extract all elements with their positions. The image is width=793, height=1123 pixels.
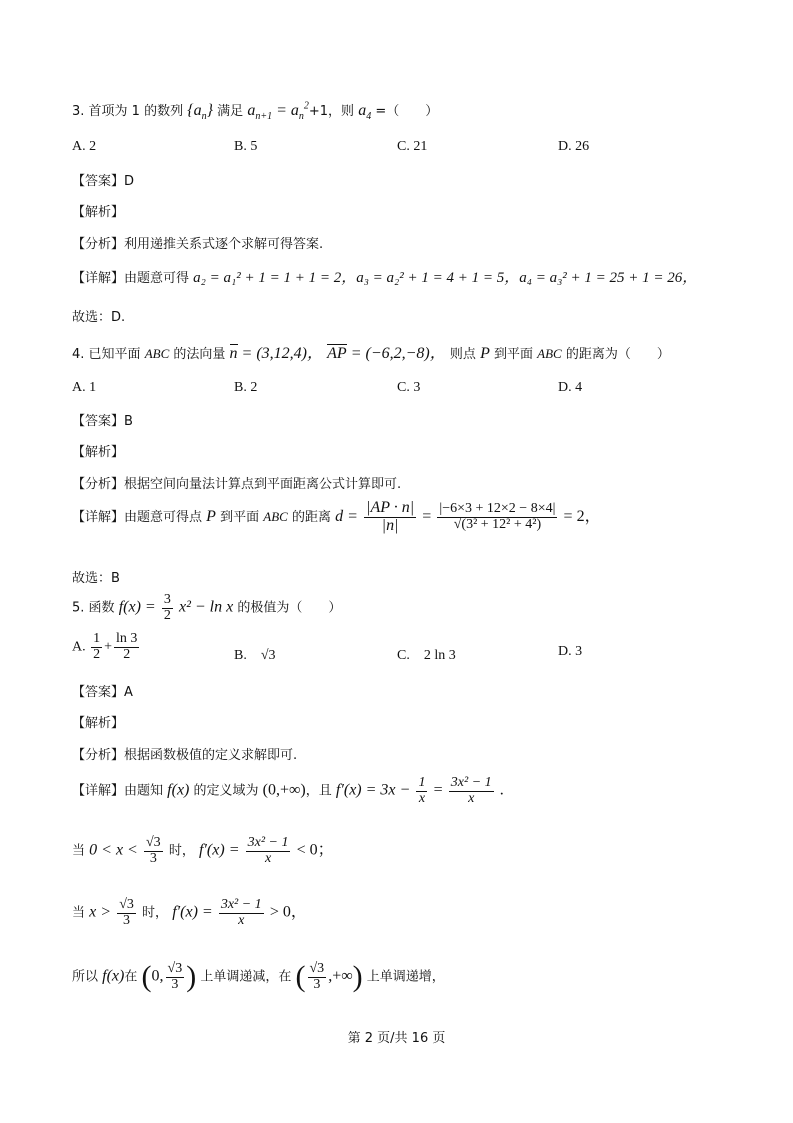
- q4-plane-2: ABC: [537, 346, 562, 361]
- q4-stem-a: 4. 已知平面: [72, 347, 141, 362]
- mono-fx: f(x): [102, 967, 125, 985]
- fenxi-text: 根据空间向量法计算点到平面距离公式计算即可.: [124, 477, 402, 492]
- q5-case-1: [72, 836, 334, 866]
- xiangjie-tag: 【详解】: [72, 509, 125, 525]
- answer-value: B: [124, 414, 133, 429]
- distance-d: d =: [335, 507, 358, 525]
- interval-2-fraction: $\frac{√3}{3}$: [309, 961, 325, 992]
- distance-fraction-1: $\frac{|AP \cdot n|}{|n|}$: [366, 499, 415, 534]
- q4-option-d: D. 4: [558, 380, 583, 395]
- q4-answer: [72, 410, 133, 429]
- case1-fraction: $\frac{√3}{3}$: [146, 835, 161, 866]
- q3-xiangjie-math: a₂ = a₁² + 1 = 1 + 1 = 2，a₃ = a₂² + 1 = 4 + 1 = 5，a₄ = a₃² + 1 = 25 + 1 = 26，: [193, 270, 698, 286]
- q3-a4: $a_4$: [358, 102, 372, 123]
- interval-1-fraction: $\frac{√3}{3}$: [167, 961, 183, 992]
- fenxi-tag: 【分析】: [72, 237, 125, 252]
- q5-answer: [72, 681, 133, 700]
- case1-fprime: f′(x) =: [198, 841, 240, 859]
- mono-decreasing: 上单调递减，在: [200, 969, 292, 985]
- q5-fenxi: [72, 744, 297, 763]
- fenxi-text: 利用递推关系式逐个求解可得答案.: [124, 237, 324, 252]
- q5-fx-tail: x² − ln x: [178, 598, 234, 616]
- xiangjie-lead: 由题意可得点: [124, 509, 203, 525]
- q5-option-d: D. 3: [558, 644, 583, 659]
- q5-xiangjie: [72, 776, 504, 806]
- interval-1-start: 0,: [151, 967, 164, 985]
- case2-ineq: x >: [89, 903, 112, 921]
- q5-fx: f(x) =: [118, 598, 156, 616]
- q5-analysis-tag: 【解析】: [72, 716, 125, 731]
- q5-fx: f(x): [167, 781, 190, 799]
- q5-stem: [72, 593, 341, 623]
- case2-tail: > 0，: [269, 903, 307, 921]
- case2-shi: 时，: [142, 905, 169, 921]
- q4-conclusion: 故选：B: [72, 571, 120, 586]
- mono-lead: 所以: [72, 969, 99, 985]
- mono-zai: 在: [124, 969, 138, 985]
- q3-answer: [72, 170, 134, 189]
- q4-option-b: B. 2: [234, 380, 258, 395]
- q3-conclusion: 故选：D.: [72, 310, 126, 325]
- q4-option-a: A. 1: [72, 380, 97, 395]
- q5-deriv-fraction-1: $\frac{1}{x}$: [418, 775, 426, 806]
- case2-lead: 当: [72, 905, 86, 921]
- fenxi-tag: 【分析】: [72, 477, 125, 492]
- xiangjie-mid: 到平面: [220, 509, 260, 525]
- case1-shi: 时，: [168, 843, 195, 859]
- answer-value: D: [124, 174, 135, 189]
- q4-analysis-tag: 【解析】: [72, 445, 125, 460]
- xiangjie-lead: 由题意可得: [124, 271, 190, 286]
- distance-fraction-2: $\frac{|-6\times 3 + 12\times 2 - 8\times 4|}{\text{√(3² + 12² + 4²)}}$: [439, 501, 556, 532]
- answer-tag: 【答案】: [72, 414, 125, 429]
- q3-stem-b: 满足: [217, 104, 244, 119]
- q4-plane: ABC: [263, 508, 288, 524]
- q5-stem-b: 的极值为（ ）: [237, 600, 342, 616]
- case1-ineq: 0 < x <: [89, 841, 138, 859]
- q3-option-c: C. 21: [397, 139, 428, 154]
- xiangjie-mid: 的定义域为: [193, 783, 259, 799]
- q3-option-a: A. 2: [72, 139, 97, 154]
- q3-fenxi: [72, 233, 323, 252]
- q5-option-c: C. 2 ln 3: [397, 648, 456, 663]
- equals-sign: =: [433, 781, 443, 799]
- q4-stem: [72, 340, 670, 363]
- q4-point-p: P: [480, 345, 490, 362]
- period: .: [499, 781, 504, 799]
- fenxi-tag: 【分析】: [72, 748, 125, 763]
- page-footer: 第 2 页/共 16 页: [347, 1031, 446, 1046]
- xiangjie-tag: 【详解】: [72, 783, 125, 799]
- q3-a4-tail: =（ ）: [375, 104, 439, 119]
- q4-xiangjie: [72, 500, 601, 535]
- case1-deriv-fraction: $\frac{\text{3x² − 1}}{x}$: [247, 835, 289, 866]
- q3-seq: $\{a_n\}$: [187, 102, 214, 123]
- xiangjie-mid2: 的距离: [291, 509, 331, 525]
- q5-deriv-fraction-2: $\frac{\text{3x² − 1}}{x}$: [450, 775, 492, 806]
- q4-option-c: C. 3: [397, 380, 421, 395]
- q3-rec-tail: +1，则: [308, 104, 355, 119]
- q5-option-b: B. √3: [234, 648, 276, 663]
- answer-value: A: [124, 685, 133, 700]
- fenxi-text: 根据函数极值的定义求解即可.: [124, 748, 298, 763]
- q3-analysis-tag: 【解析】: [72, 205, 125, 220]
- q4-stem-d: 到平面: [493, 347, 533, 362]
- q5-domain: (0,+∞): [262, 781, 306, 799]
- q5-derivative: f′(x) = 3x −: [335, 781, 411, 799]
- q4-plane: ABC: [144, 346, 170, 361]
- q5-case-2: [72, 898, 307, 928]
- q5-stem-a: 5. 函数: [72, 600, 115, 616]
- q3-xiangjie: [72, 266, 697, 287]
- q5-monotonicity: 所以 f(x)在 (0, $\frac{√3}{3}$ ) 上单调递减，在 ( $\frac{√3}{3}$ ,+∞) 上单调递增，: [72, 960, 445, 994]
- case2-fprime: f′(x) =: [172, 903, 213, 921]
- q4-fenxi: [72, 473, 401, 492]
- q3-recurrence: $a_{n+1} = a_n^2$: [247, 100, 309, 123]
- q4-normal-vector: n = (3,12,4)，: [229, 345, 324, 362]
- q4-stem-e: 的距离为（ ）: [565, 347, 670, 362]
- case1-lead: 当: [72, 843, 86, 859]
- interval-2-end: ,+∞: [328, 967, 353, 985]
- distance-result: = 2，: [563, 507, 601, 525]
- q3-option-b: B. 5: [234, 139, 258, 154]
- q3-stem-a: 3. 首项为 1 的数列: [72, 104, 184, 119]
- case2-deriv-fraction: $\frac{\text{3x² − 1}}{x}$: [220, 897, 262, 928]
- q4-ap-vector: AP = (−6,2,−8)，: [327, 345, 446, 362]
- case1-tail: < 0；: [296, 841, 334, 859]
- answer-tag: 【答案】: [72, 685, 125, 700]
- q4-stem-c: 则点: [449, 347, 476, 362]
- xiangjie-lead: 由题知: [124, 783, 164, 799]
- answer-tag: 【答案】: [72, 174, 125, 189]
- case2-fraction: $\frac{√3}{3}$: [119, 897, 134, 928]
- q4-point-p: P: [206, 507, 216, 525]
- q3-stem: [72, 100, 438, 122]
- equals-sign: =: [422, 507, 432, 525]
- q4-stem-b: 的法向量: [173, 347, 226, 362]
- q3-option-d: D. 26: [558, 139, 590, 154]
- q5-option-a: A. $\frac{1}{2}$ + $\frac{\ln 3}{2}$: [72, 631, 138, 662]
- xiangjie-mid2: ，且: [305, 783, 332, 799]
- mono-increasing: 上单调递增，: [366, 969, 445, 985]
- q5-coef-fraction: $\frac{3}{2}$: [163, 592, 171, 623]
- xiangjie-tag: 【详解】: [72, 271, 125, 286]
